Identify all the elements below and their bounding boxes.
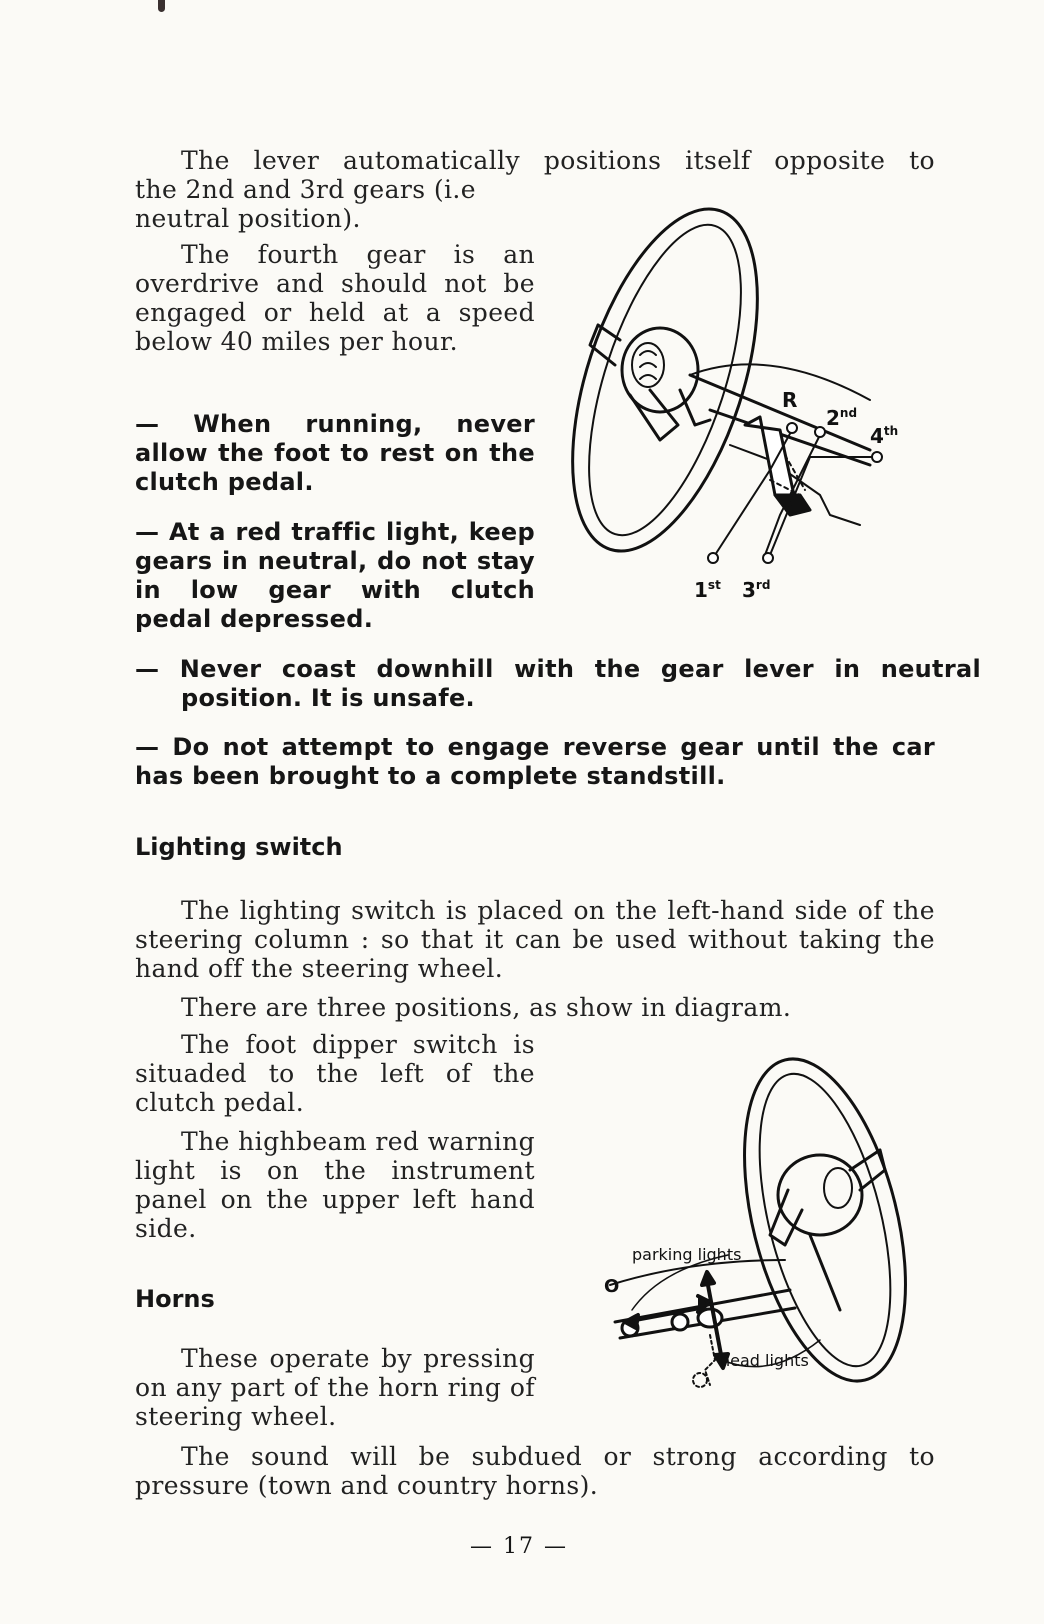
gear-para-1-rest: the 2nd and 3rd gears (i.e neutral position). (135, 175, 476, 233)
lighting-para-1: The lighting switch is placed on the left-hand side of the steering column : so that it can be used without taking the hand off the steering wheel. (135, 896, 935, 983)
steering-wheel-icon (715, 1042, 935, 1397)
gear-label-fourth: 4th (870, 424, 899, 448)
warning-traffic-light: — At a red traffic light, keep gears in neutral, do not stay in low gear with clutch pedal depressed. (135, 518, 535, 633)
gear-label-second: 2nd (826, 406, 858, 430)
lighting-para-2: There are three positions, as show in diagram. (181, 993, 792, 1022)
warning-coast-downhill: — Never coast downhill with the gear lever in neutral position. It is unsafe. (135, 655, 981, 712)
page-number: — 17 — (470, 1534, 568, 1559)
parking-lights-label: parking lights (632, 1245, 742, 1264)
lighting-para-3: The foot dipper switch is situaded to the left of the clutch pedal. (135, 1030, 535, 1117)
warning-reverse-gear: — Do not attempt to engage reverse gear until the car has been brought to a complete standstill. (135, 733, 935, 790)
horns-heading: Horns (135, 1285, 215, 1313)
lighting-switch-diagram (604, 1060, 940, 1410)
gear-label-first: 1st (694, 578, 721, 602)
gear-label-reverse: R (782, 388, 798, 412)
head-lights-label: head lights (720, 1351, 809, 1370)
horns-para-2: The sound will be subdued or strong according to pressure (town and country horns). (135, 1442, 935, 1500)
lighting-para-4: The highbeam red warning light is on the instrument panel on the upper left hand side. (135, 1127, 535, 1243)
ink-mark (158, 0, 165, 12)
steering-wheel-icon (536, 187, 794, 574)
warning-foot-clutch: — When running, never allow the foot to rest on the clutch pedal. (135, 410, 535, 496)
gear-para-1: The lever automatically positions itself opposite to (181, 146, 935, 175)
gear-para-2: The fourth gear is an overdrive and should not be engaged or held at a speed below 40 miles per hour. (135, 240, 535, 356)
horns-para-1: These operate by pressing on any part of the horn ring of steering wheel. (135, 1344, 535, 1431)
gear-shift-diagram (570, 195, 930, 625)
lighting-switch-heading: Lighting switch (135, 833, 343, 861)
gear-para-1-line-1 (135, 146, 935, 175)
gear-label-third: 3rd (742, 578, 771, 602)
off-position-label: O (604, 1276, 620, 1297)
